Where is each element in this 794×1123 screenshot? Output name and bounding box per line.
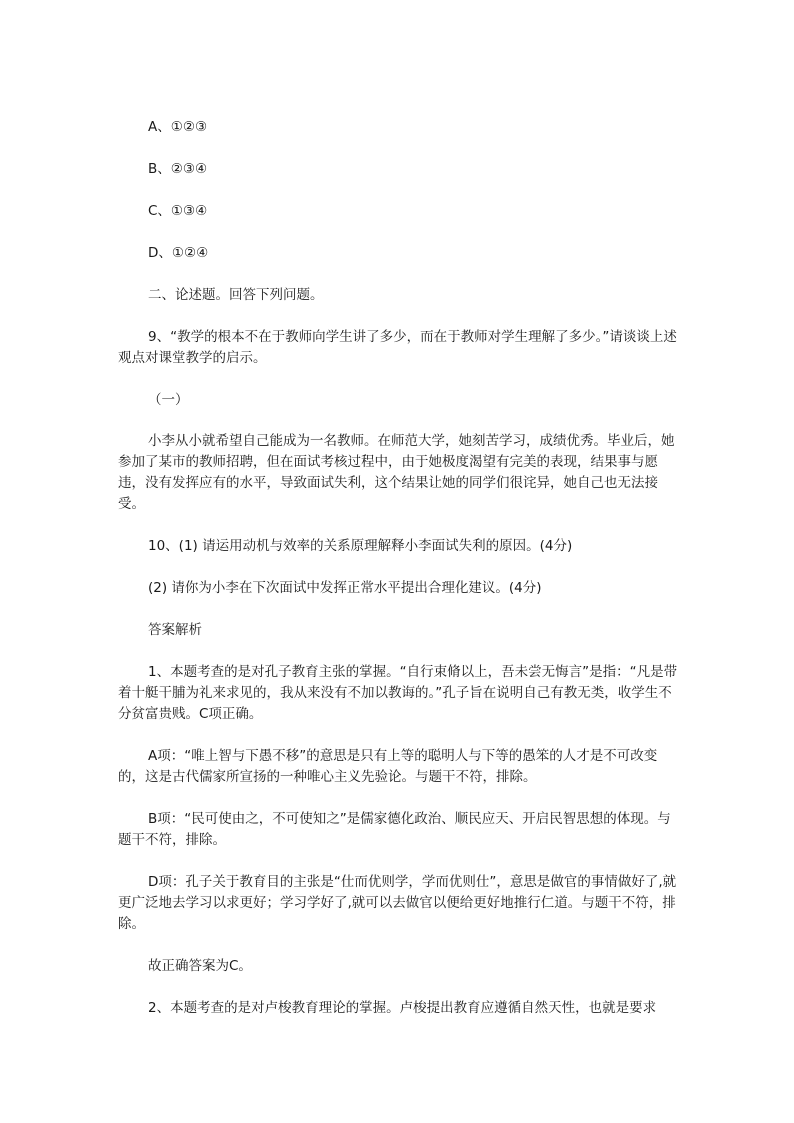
answer-heading: 答案解析 xyxy=(148,622,202,638)
answer-1-option-b: B项：“民可使由之，不可使知之”是儒家德化政治、顺民应天、开启民智思想的体现。与题干不符，排除。 xyxy=(118,811,671,848)
answer-1-conclusion: 故正确答案为C。 xyxy=(148,958,252,974)
question-9: 9、“教学的根本不在于教师向学生讲了多少，而在于教师对学生理解了多少。”请谈谈上述观点对课堂教学的启示。 xyxy=(118,329,677,366)
case-text: 小李从小就希望自己能成为一名教师。在师范大学，她刻苦学习，成绩优秀。毕业后，她参加了某市的教师招聘，但在面试考核过程中，由于她极度渴望有完美的表现，结果事与愿违，没有发挥应有的水平，导致面试失利，这个结果让她的同学们很诧异，她自己也无法接受。 xyxy=(118,433,675,512)
answer-2: 2、本题考查的是对卢梭教育理论的掌握。卢梭提出教育应遵循自然天性，也就是要求 xyxy=(148,1000,657,1016)
question-10-part-2: (2) 请你为小李在下次面试中发挥正常水平提出合理化建议。(4分) xyxy=(148,580,542,596)
option-c: C、①③④ xyxy=(148,203,208,219)
answer-1: 1、本题考查的是对孔子教育主张的掌握。“自行束脩以上，吾未尝无悔言”是指：“凡是带着十艇干脯为礼来求见的，我从来没有不加以教诲的。”孔子旨在说明自己有教无类，收学生不分贫富贵贱。C项正确。 xyxy=(118,664,678,722)
option-d: D、①②④ xyxy=(148,245,209,261)
case-label: （一） xyxy=(148,392,189,408)
section-heading: 二、论述题。回答下列问题。 xyxy=(148,287,324,303)
question-10-part-1: 10、(1) 请运用动机与效率的关系原理解释小李面试失利的原因。(4分) xyxy=(148,538,573,554)
option-b: B、②③④ xyxy=(148,161,208,177)
answer-1-option-a: A项：“唯上智与下愚不移”的意思是只有上等的聪明人与下等的愚笨的人才是不可改变的，这是古代儒家所宣扬的一种唯心主义先验论。与题干不符，排除。 xyxy=(118,748,658,785)
answer-1-option-d: D项：孔子关于教育目的主张是“仕而优则学，学而优则仕”，意思是做官的事情做好了,就更广泛地去学习以求更好；学习学好了,就可以去做官以便给更好地推行仁道。与题干不符，排除。 xyxy=(118,874,677,932)
option-a: A、①②③ xyxy=(148,119,208,135)
